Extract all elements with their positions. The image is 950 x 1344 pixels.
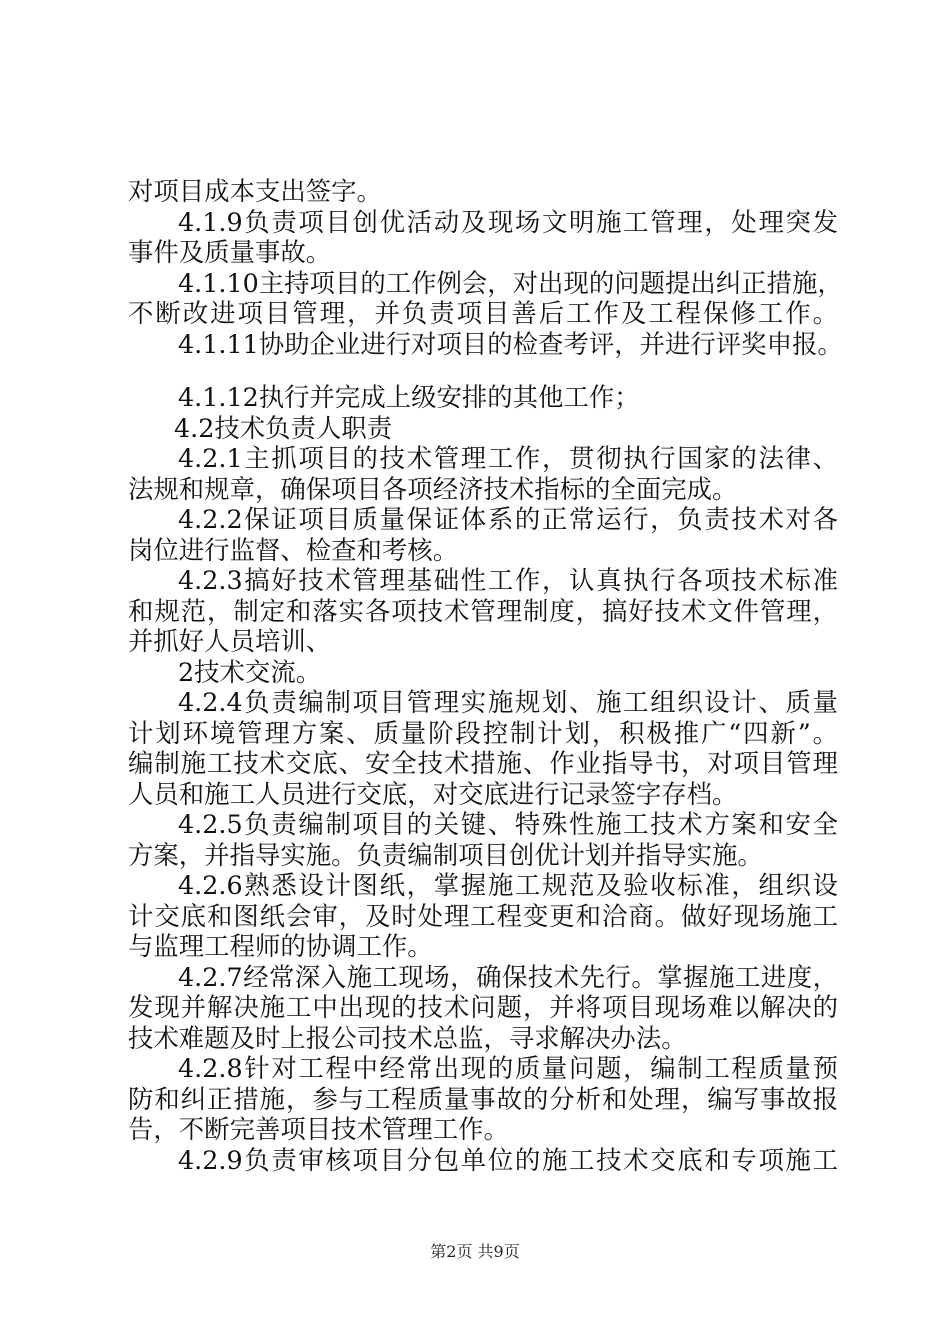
clause-4-1-9: 4.1.9负责项目创优活动及现场文明施工管理，处理突发 (178, 206, 838, 237)
text-line: 方案，并指导实施。负责编制项目创优计划并指导实施。 (128, 839, 763, 870)
clause-4-2-8: 4.2.8针对工程中经常出现的质量问题，编制工程质量预 (178, 1053, 838, 1083)
text-line: 并抓好人员培训、 (128, 626, 332, 656)
clause-4-2-7: 4.2.7经常深入施工现场，确保技术先行。掌握施工进度， (178, 961, 838, 992)
text-line: 事件及质量事故。 (128, 237, 332, 267)
clause-4-2-1: 4.2.1主抓项目的技术管理工作，贯彻执行国家的法律、 (178, 443, 838, 473)
clause-4-2-2: 4.2.2保证项目质量保证体系的正常运行，负责技术对各 (178, 504, 838, 534)
text-line: 发现并解决施工中出现的技术问题，并将项目现场难以解决的 (128, 992, 838, 1022)
text-line: 岗位进行监督、检查和考核。 (128, 534, 459, 565)
text-line: 对项目成本支出签字。 (128, 176, 382, 206)
text-line: 计交底和图纸会审，及时处理工程变更和洽商。做好现场施工 (128, 900, 838, 931)
clause-4-2-5: 4.2.5负责编制项目的关键、特殊性施工技术方案和安全 (178, 809, 838, 839)
clause-4-2-9: 4.2.9负责审核项目分包单位的施工技术交底和专项施工 (178, 1144, 838, 1175)
text-line: 2技术交流。 (178, 656, 322, 687)
text-line: 与监理工程师的协调工作。 (128, 931, 433, 961)
clause-4-1-10: 4.1.10主持项目的工作例会，对出现的问题提出纠正措施， (178, 267, 843, 298)
clause-4-1-12: 4.1.12执行并完成上级安排的其他工作； (178, 382, 640, 412)
page-number-footer: 第2页 共9页 (430, 1242, 520, 1261)
text-line: 技术难题及时上报公司技术总监，寻求解决办法。 (128, 1022, 687, 1053)
paragraph-gap (128, 359, 838, 382)
text-line: 法规和规章，确保项目各项经济技术指标的全面完成。 (128, 473, 738, 504)
clause-4-1-11: 4.1.11协助企业进行对项目的检查考评，并进行评奖申报。 (178, 328, 843, 359)
clause-4-2-3: 4.2.3搞好技术管理基础性工作，认真执行各项技术标准 (178, 565, 838, 595)
text-line: 不断改进项目管理，并负责项目善后工作及工程保修工作。 (128, 298, 838, 328)
document-body (128, 176, 843, 1175)
clause-4-2-4: 4.2.4负责编制项目管理实施规划、施工组织设计、质量 (178, 687, 838, 717)
text-line: 防和纠正措施，参与工程质量事故的分析和处理，编写事故报 (128, 1083, 838, 1114)
section-heading-4-2: 4.2技术负责人职责 (174, 412, 393, 443)
text-line: 计划环境管理方案、质量阶段控制计划，积极推广“四新”。 (128, 717, 838, 748)
text-line: 人员和施工人员进行交底，对交底进行记录签字存档。 (128, 778, 738, 809)
text-line: 和规范，制定和落实各项技术管理制度，搞好技术文件管理， (128, 595, 838, 626)
text-line: 告，不断完善项目技术管理工作。 (128, 1114, 509, 1144)
text-line: 编制施工技术交底、安全技术措施、作业指导书，对项目管理 (128, 748, 838, 778)
clause-4-2-6: 4.2.6熟悉设计图纸，掌握施工规范及验收标准，组织设 (178, 870, 838, 900)
